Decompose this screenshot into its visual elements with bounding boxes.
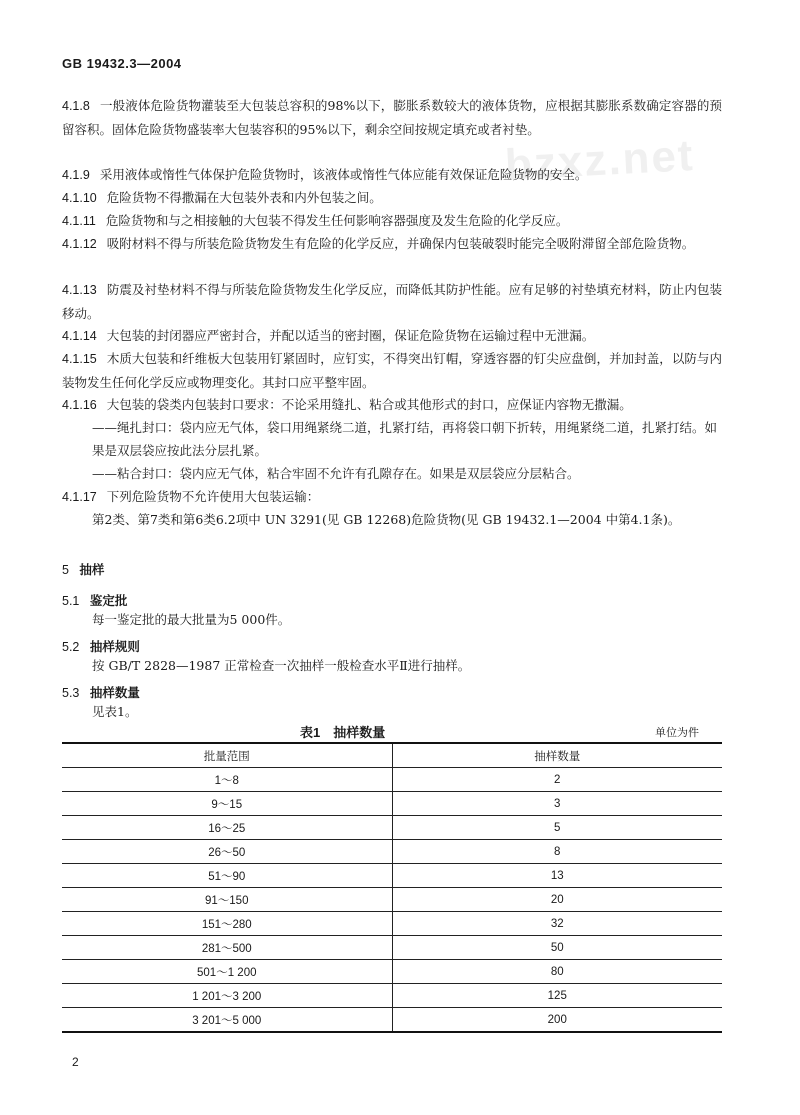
table-unit: 单位为件	[655, 726, 699, 739]
table-row	[62, 864, 722, 888]
table-row	[62, 984, 722, 1008]
lot-range-cell: 16～25	[62, 816, 392, 840]
clause-text: 采用液体或惰性气体保护危险货物时，该液体或惰性气体应能有效保证危险货物的安全。	[99, 167, 588, 182]
clause-text: 一般液体危险货物灌装至大包装总容积的98%以下，膨胀系数较大的液体货物，应根据其膨胀系数确定容器的预留容积。固体危险货物盛装率大包装容积的95%以下，剩余空间按规定填充或者衬垫。	[62, 98, 722, 137]
sub-item-rope-seal: ——绳扎封口：袋内应无气体，袋口用绳紧绕二道，扎紧打结，再将袋口朝下折转，用绳紧绕二道，扎紧打结。如果是双层袋应按此法分层扎紧。	[92, 420, 718, 458]
sampling-table	[62, 742, 722, 1033]
sample-size-cell: 2	[392, 768, 722, 792]
clause-4-1-15	[62, 347, 722, 394]
section-title: 抽样数量	[89, 686, 140, 700]
lot-range-cell: 281～500	[62, 936, 392, 960]
clause-text: 大包装的袋类内包装封口要求：不论采用缝扎、粘合或其他形式的封口，应保证内容物无撒漏。	[106, 397, 632, 412]
section-5-3-heading	[62, 683, 140, 701]
clause-4-1-17	[62, 485, 722, 509]
lot-range-cell: 1 201～3 200	[62, 984, 392, 1008]
clause-text: 危险货物和与之相接触的大包装不得发生任何影响容器强度及发生危险的化学反应。	[105, 213, 569, 228]
clause-number: 4.1.16	[62, 398, 97, 412]
lot-range-cell: 1～8	[62, 768, 392, 792]
clause-4-1-14	[62, 324, 722, 348]
table-row	[62, 816, 722, 840]
lot-range-cell: 26～50	[62, 840, 392, 864]
section-title: 抽样规则	[89, 640, 140, 654]
table-row	[62, 936, 722, 960]
clause-4-1-16	[62, 393, 722, 417]
watermark: bzxz.net	[503, 131, 696, 190]
clause-number: 4.1.10	[62, 191, 97, 205]
section-title: 鉴定批	[89, 594, 128, 608]
section-5-heading	[62, 560, 104, 578]
lot-range-cell: 51～90	[62, 864, 392, 888]
clause-4-1-9	[62, 163, 722, 187]
header-lot-range: 批量范围	[62, 743, 392, 768]
clause-4-1-11	[62, 209, 722, 233]
table-row	[62, 912, 722, 936]
clause-number: 4.1.13	[62, 283, 97, 297]
header-sample-size: 抽样数量	[392, 743, 722, 768]
sample-size-cell: 13	[392, 864, 722, 888]
section-5-1-text: 每一鉴定批的最大批量为5 000件。	[92, 612, 291, 627]
sub-item-adhesive-seal: ——粘合封口：袋内应无气体，粘合牢固不允许有孔隙存在。如果是双层袋应分层粘合。	[92, 466, 580, 481]
standard-code: GB 19432.3—2004	[62, 56, 182, 71]
clause-number: 4.1.14	[62, 329, 97, 343]
table-row	[62, 840, 722, 864]
section-5-3-text: 见表1。	[92, 704, 138, 719]
sample-size-cell: 80	[392, 960, 722, 984]
lot-range-cell: 151～280	[62, 912, 392, 936]
clause-4-1-13	[62, 278, 722, 325]
clause-number: 4.1.9	[62, 168, 90, 182]
lot-range-cell: 9～15	[62, 792, 392, 816]
sample-size-cell: 200	[392, 1008, 722, 1033]
clause-text: 防震及衬垫材料不得与所装危险货物发生化学反应，而降低其防护性能。应有足够的衬垫填充材料，防止内包装移动。	[62, 282, 722, 321]
sample-size-cell: 50	[392, 936, 722, 960]
clause-4-1-10	[62, 186, 722, 210]
section-title: 抽样	[79, 563, 105, 577]
clause-4-1-17-detail: 第2类、第7类和第6类6.2项中 UN 3291(见 GB 12268)危险货物(见 GB 19432.1—2004 中第4.1条)。	[92, 512, 681, 527]
sample-size-cell: 8	[392, 840, 722, 864]
section-5-1-heading	[62, 591, 127, 609]
clause-text: 下列危险货物不允许使用大包装运输：	[106, 489, 320, 504]
clause-number: 4.1.12	[62, 237, 97, 251]
table-row	[62, 1008, 722, 1033]
table-row	[62, 792, 722, 816]
section-number: 5.2	[62, 640, 80, 654]
sample-size-cell: 3	[392, 792, 722, 816]
table-caption: 表1 抽样数量	[300, 725, 386, 740]
section-number: 5.3	[62, 686, 80, 700]
page-number: 2	[72, 1055, 79, 1069]
table-row	[62, 768, 722, 792]
clause-4-1-8	[62, 94, 722, 141]
section-number: 5	[62, 563, 69, 577]
section-5-2-heading	[62, 637, 140, 655]
sample-size-cell: 5	[392, 816, 722, 840]
table-header-row	[62, 743, 722, 768]
table-row	[62, 960, 722, 984]
clause-number: 4.1.8	[62, 99, 90, 113]
lot-range-cell: 501～1 200	[62, 960, 392, 984]
clause-number: 4.1.17	[62, 490, 97, 504]
lot-range-cell: 91～150	[62, 888, 392, 912]
lot-range-cell: 3 201～5 000	[62, 1008, 392, 1033]
sample-size-cell: 32	[392, 912, 722, 936]
clause-text: 危险货物不得撒漏在大包装外表和内外包装之间。	[106, 190, 382, 205]
clause-text: 大包装的封闭器应严密封合，并配以适当的密封圈，保证危险货物在运输过程中无泄漏。	[106, 328, 595, 343]
clause-number: 4.1.15	[62, 352, 97, 366]
table-row	[62, 888, 722, 912]
clause-text: 木质大包装和纤维板大包装用钉紧固时，应钉实，不得突出钉帽，穿透容器的钉尖应盘倒，并加封盖，以防与内装物发生任何化学反应或物理变化。其封口应平整牢固。	[62, 351, 722, 390]
sample-size-cell: 125	[392, 984, 722, 1008]
section-number: 5.1	[62, 594, 80, 608]
section-5-2-text: 按 GB/T 2828—1987 正常检查一次抽样一般检查水平Ⅱ进行抽样。	[92, 658, 471, 673]
clause-4-1-12	[62, 232, 722, 256]
clause-number: 4.1.11	[62, 214, 96, 228]
clause-text: 吸附材料不得与所装危险货物发生有危险的化学反应，并确保内包装破裂时能完全吸附滞留全部危险货物。	[106, 236, 695, 251]
sample-size-cell: 20	[392, 888, 722, 912]
